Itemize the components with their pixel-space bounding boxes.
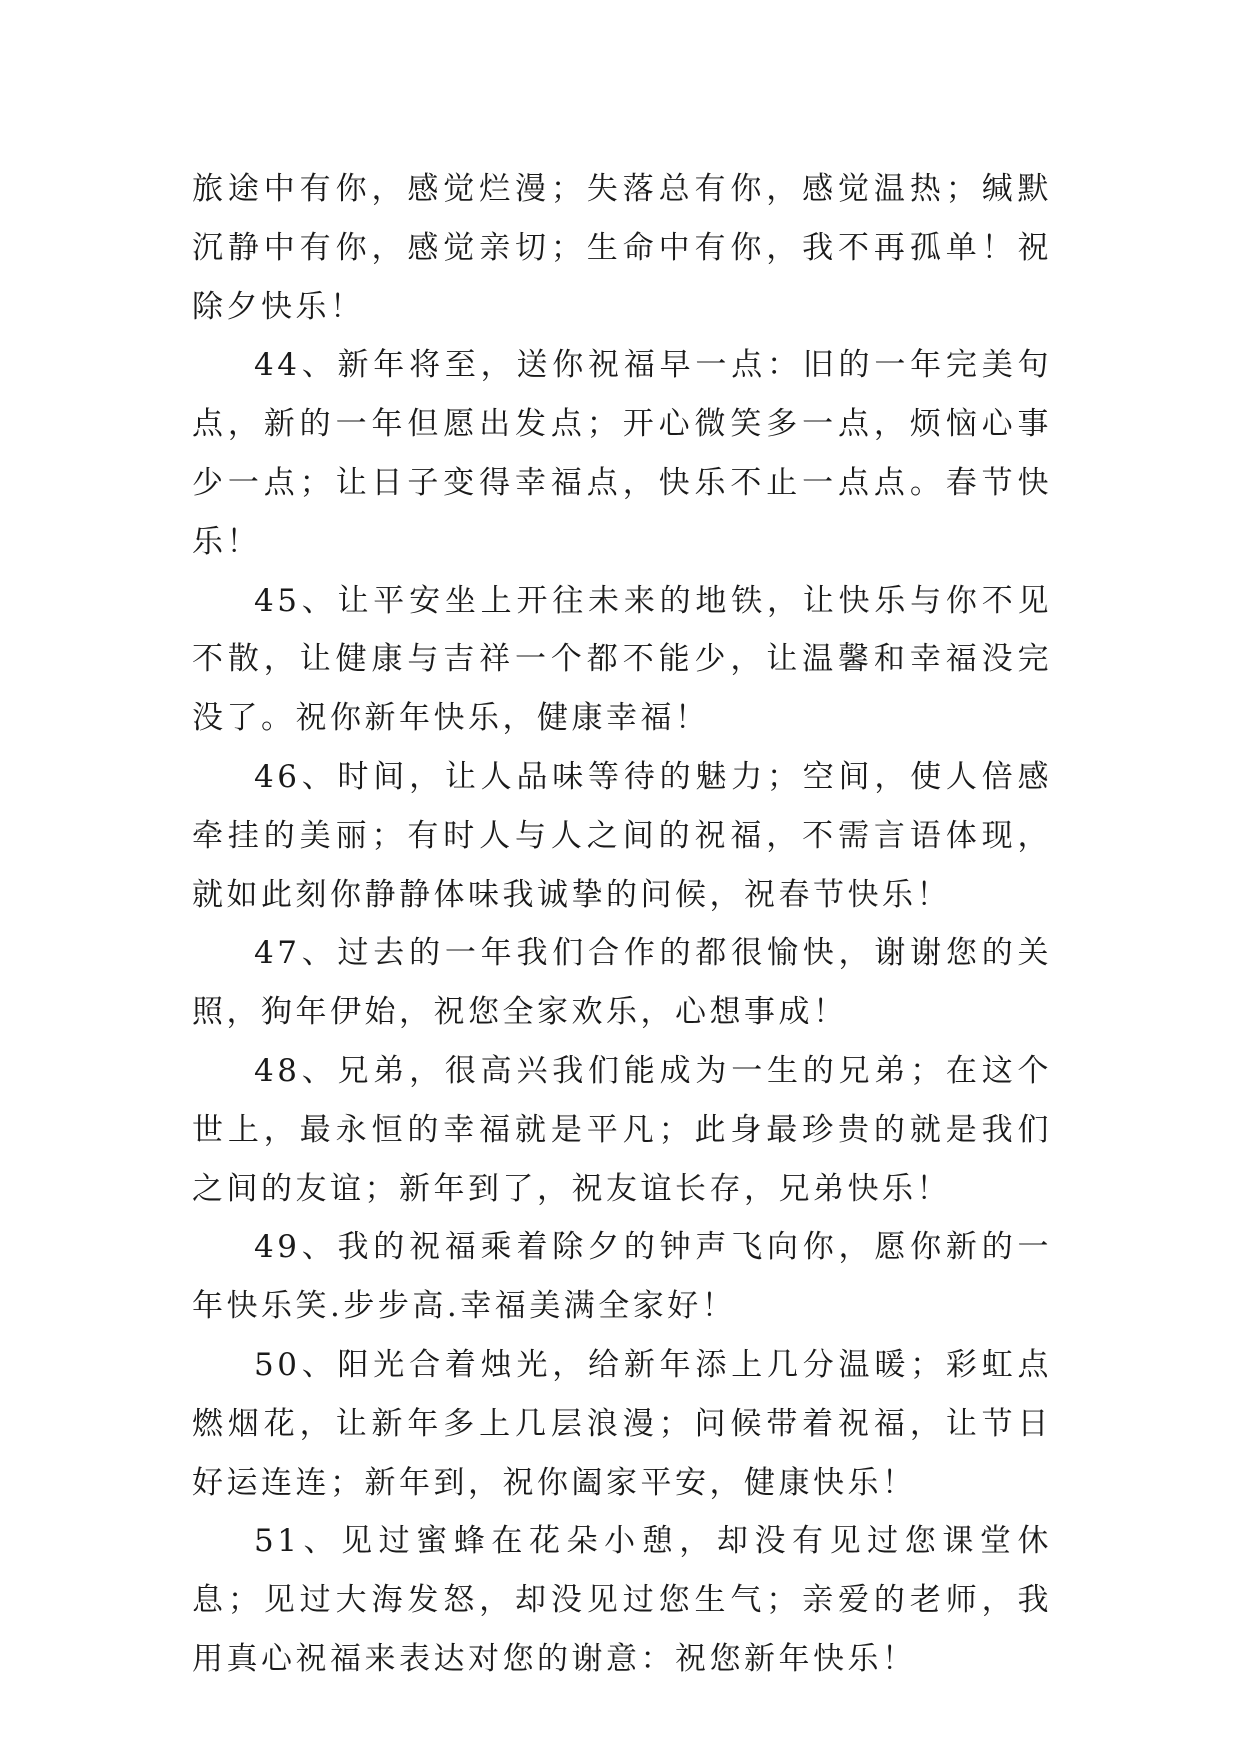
paragraph-45: 45、让平安坐上开往未来的地铁，让快乐与你不见不散，让健康与吉祥一个都不能少，让温馨和幸福没完没了。祝你新年快乐，健康幸福！ (192, 582, 1052, 737)
paragraph-50: 50、阳光合着烛光，给新年添上几分温暖；彩虹点燃烟花，让新年多上几层浪漫；问候带着祝福，让节日好运连连；新年到，祝你阖家平安，健康快乐！ (192, 1346, 1052, 1501)
paragraph-44: 44、新年将至，送你祝福早一点：旧的一年完美句点，新的一年但愿出发点；开心微笑多一点，烦恼心事少一点；让日子变得幸福点，快乐不止一点点。春节快乐！ (192, 347, 1052, 560)
paragraph-continued: 旅途中有你，感觉烂漫；失落总有你，感觉温热；缄默沉静中有你，感觉亲切；生命中有你，我不再孤单！祝除夕快乐！ (192, 171, 1052, 325)
paragraph-51: 51、见过蜜蜂在花朵小憩，却没有见过您课堂休息；见过大海发怒，却没见过您生气；亲爱的老师，我用真心祝福来表达对您的谢意：祝您新年快乐！ (192, 1523, 1052, 1677)
paragraph-47: 47、过去的一年我们合作的都很愉快，谢谢您的关照，狗年伊始，祝您全家欢乐，心想事成！ (192, 935, 1052, 1031)
paragraph-46: 46、时间，让人品味等待的魅力；空间，使人倍感牵挂的美丽；有时人与人之间的祝福，不需言语体现，就如此刻你静静体味我诚挚的问候，祝春节快乐！ (192, 758, 1052, 913)
document-body (192, 160, 1052, 1689)
paragraph-49: 49、我的祝福乘着除夕的钟声飞向你，愿你新的一年快乐笑.步步高.幸福美满全家好！ (192, 1229, 1052, 1325)
paragraph-48: 48、兄弟，很高兴我们能成为一生的兄弟；在这个世上，最永恒的幸福就是平凡；此身最珍贵的就是我们之间的友谊；新年到了，祝友谊长存，兄弟快乐！ (192, 1052, 1052, 1207)
